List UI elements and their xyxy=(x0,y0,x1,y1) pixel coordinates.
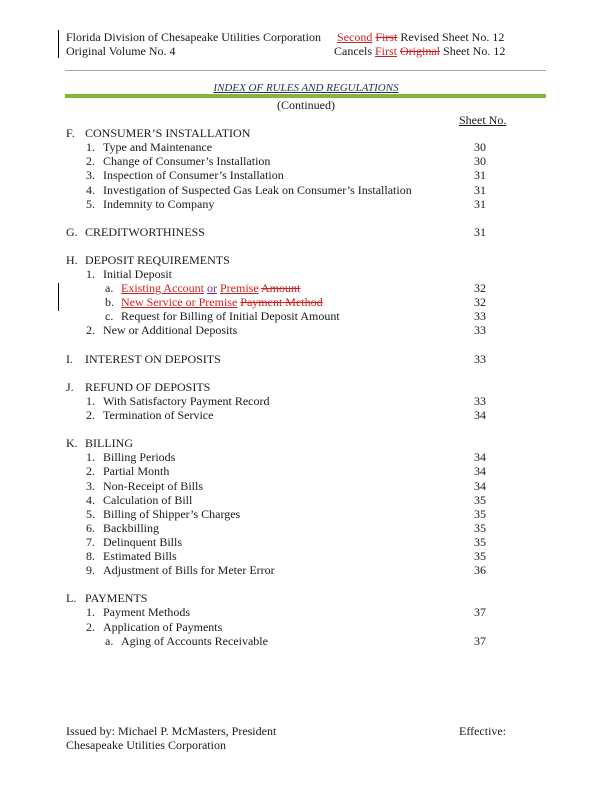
list-item: Billing Periods xyxy=(103,450,176,464)
page-number: 33 xyxy=(474,352,486,366)
revision-inserted: or xyxy=(207,281,217,295)
page-title: INDEX OF RULES AND REGULATIONS xyxy=(213,82,399,94)
list-item: Billing of Shipper’s Charges xyxy=(103,507,241,521)
footer-issued-by: Issued by: Michael P. McMasters, President xyxy=(66,724,277,738)
section-i-title: INTEREST ON DEPOSITS xyxy=(85,352,221,366)
page-number: 33 xyxy=(474,394,486,408)
cancels-label: Cancels xyxy=(334,44,372,58)
list-item-number: 2. xyxy=(86,154,95,168)
page-number: 35 xyxy=(474,535,486,549)
page-number: 32 xyxy=(474,281,486,295)
page-number: 34 xyxy=(474,464,486,478)
list-item: Payment Methods xyxy=(103,605,190,619)
list-item: Partial Month xyxy=(103,464,170,478)
list-subitem-number: a. xyxy=(105,281,114,295)
page-number: 31 xyxy=(474,168,486,182)
list-item-number: 3. xyxy=(86,168,95,182)
cancels-sheet-label: Sheet No. 12 xyxy=(443,44,506,58)
section-h-letter: H. xyxy=(66,253,78,267)
header-volume: Original Volume No. 4 xyxy=(66,44,176,58)
page-number: 31 xyxy=(474,225,486,239)
page-number: 31 xyxy=(474,183,486,197)
list-item-number: 8. xyxy=(86,549,95,563)
list-item-number: 2. xyxy=(86,464,95,478)
list-item-number: 2. xyxy=(86,620,95,634)
list-item: With Satisfactory Payment Record xyxy=(103,394,270,408)
section-j-letter: J. xyxy=(66,380,74,394)
list-item: New or Additional Deposits xyxy=(103,323,238,337)
sheet-no-header: Sheet No. xyxy=(459,113,507,127)
list-item-number: 5. xyxy=(86,197,95,211)
list-subitem xyxy=(121,281,300,295)
list-item-number: 7. xyxy=(86,535,95,549)
section-l-letter: L. xyxy=(66,591,77,605)
page-number: 34 xyxy=(474,408,486,422)
list-item-number: 1. xyxy=(86,605,95,619)
list-item: Change of Consumer’s Installation xyxy=(103,154,271,168)
page-number: 34 xyxy=(474,479,486,493)
list-item: Investigation of Suspected Gas Leak on Consumer’s Installation xyxy=(103,183,412,197)
section-g-title: CREDITWORTHINESS xyxy=(85,225,205,239)
header-company: Florida Division of Chesapeake Utilities Corporation xyxy=(66,30,321,44)
list-item: Delinquent Bills xyxy=(103,535,182,549)
list-subitem-number: a. xyxy=(105,634,114,648)
revision-deleted: Original xyxy=(400,44,441,58)
revision-deleted: First xyxy=(375,30,398,44)
section-f-letter: F. xyxy=(66,126,75,140)
page-number: 30 xyxy=(474,140,486,154)
list-item-number: 1. xyxy=(86,394,95,408)
page-number: 37 xyxy=(474,634,486,648)
page-number: 33 xyxy=(474,309,486,323)
list-subitem: Request for Billing of Initial Deposit Amount xyxy=(121,309,340,323)
section-k-letter: K. xyxy=(66,436,78,450)
page-number: 30 xyxy=(474,154,486,168)
page-number: 36 xyxy=(474,563,486,577)
list-item-number: 4. xyxy=(86,493,95,507)
revision-bar xyxy=(58,30,59,58)
revision-inserted: New Service or Premise xyxy=(121,295,238,309)
section-h-title: DEPOSIT REQUIREMENTS xyxy=(85,253,230,267)
section-j-title: REFUND OF DEPOSITS xyxy=(85,380,211,394)
list-item-number: 2. xyxy=(86,323,95,337)
section-f-title: CONSUMER’S INSTALLATION xyxy=(85,126,251,140)
page-number: 31 xyxy=(474,197,486,211)
header-divider xyxy=(65,70,546,71)
section-i-letter: I. xyxy=(66,352,73,366)
list-item-number: 1. xyxy=(86,140,95,154)
list-item-number: 9. xyxy=(86,563,95,577)
section-k-title: BILLING xyxy=(85,436,133,450)
list-item: Indemnity to Company xyxy=(103,197,215,211)
page-number: 35 xyxy=(474,507,486,521)
list-item: Backbilling xyxy=(103,521,159,535)
revision-inserted: Premise xyxy=(220,281,259,295)
list-item-number: 1. xyxy=(86,267,95,281)
list-item: Application of Payments xyxy=(103,620,223,634)
list-item: Inspection of Consumer’s Installation xyxy=(103,168,284,182)
list-item: Calculation of Bill xyxy=(103,493,193,507)
list-item: Estimated Bills xyxy=(103,549,177,563)
list-item-number: 4. xyxy=(86,183,95,197)
list-subitem-number: c. xyxy=(105,309,114,323)
header-revised-sheet xyxy=(337,30,504,44)
list-item: Termination of Service xyxy=(103,408,214,422)
page-number: 32 xyxy=(474,295,486,309)
revision-deleted: Payment Method xyxy=(240,295,323,309)
section-g-letter: G. xyxy=(66,225,78,239)
list-item: Adjustment of Bills for Meter Error xyxy=(103,563,275,577)
page-subtitle: (Continued) xyxy=(277,98,335,112)
page-number: 34 xyxy=(474,450,486,464)
page-number: 35 xyxy=(474,549,486,563)
revised-sheet-label: Revised Sheet No. 12 xyxy=(400,30,505,44)
list-subitem xyxy=(121,295,323,309)
header-cancels-sheet xyxy=(334,44,505,58)
page-number: 33 xyxy=(474,323,486,337)
revision-inserted: Existing Account xyxy=(121,281,204,295)
list-subitem: Aging of Accounts Receivable xyxy=(121,634,268,648)
list-item: Non-Receipt of Bills xyxy=(103,479,203,493)
section-l-title: PAYMENTS xyxy=(85,591,148,605)
list-item-number: 3. xyxy=(86,479,95,493)
revision-inserted: First xyxy=(375,44,398,58)
list-item: Initial Deposit xyxy=(103,267,172,281)
footer-effective: Effective: xyxy=(459,724,507,738)
list-item-number: 6. xyxy=(86,521,95,535)
revision-deleted: Amount xyxy=(261,281,301,295)
page-number: 35 xyxy=(474,521,486,535)
list-item-number: 1. xyxy=(86,450,95,464)
footer-company: Chesapeake Utilities Corporation xyxy=(66,738,226,752)
list-item-number: 2. xyxy=(86,408,95,422)
list-subitem-number: b. xyxy=(105,295,114,309)
page-number: 35 xyxy=(474,493,486,507)
revision-bar xyxy=(58,283,59,311)
revision-inserted: Second xyxy=(337,30,373,44)
list-item: Type and Maintenance xyxy=(103,140,213,154)
page-number: 37 xyxy=(474,605,486,619)
list-item-number: 5. xyxy=(86,507,95,521)
